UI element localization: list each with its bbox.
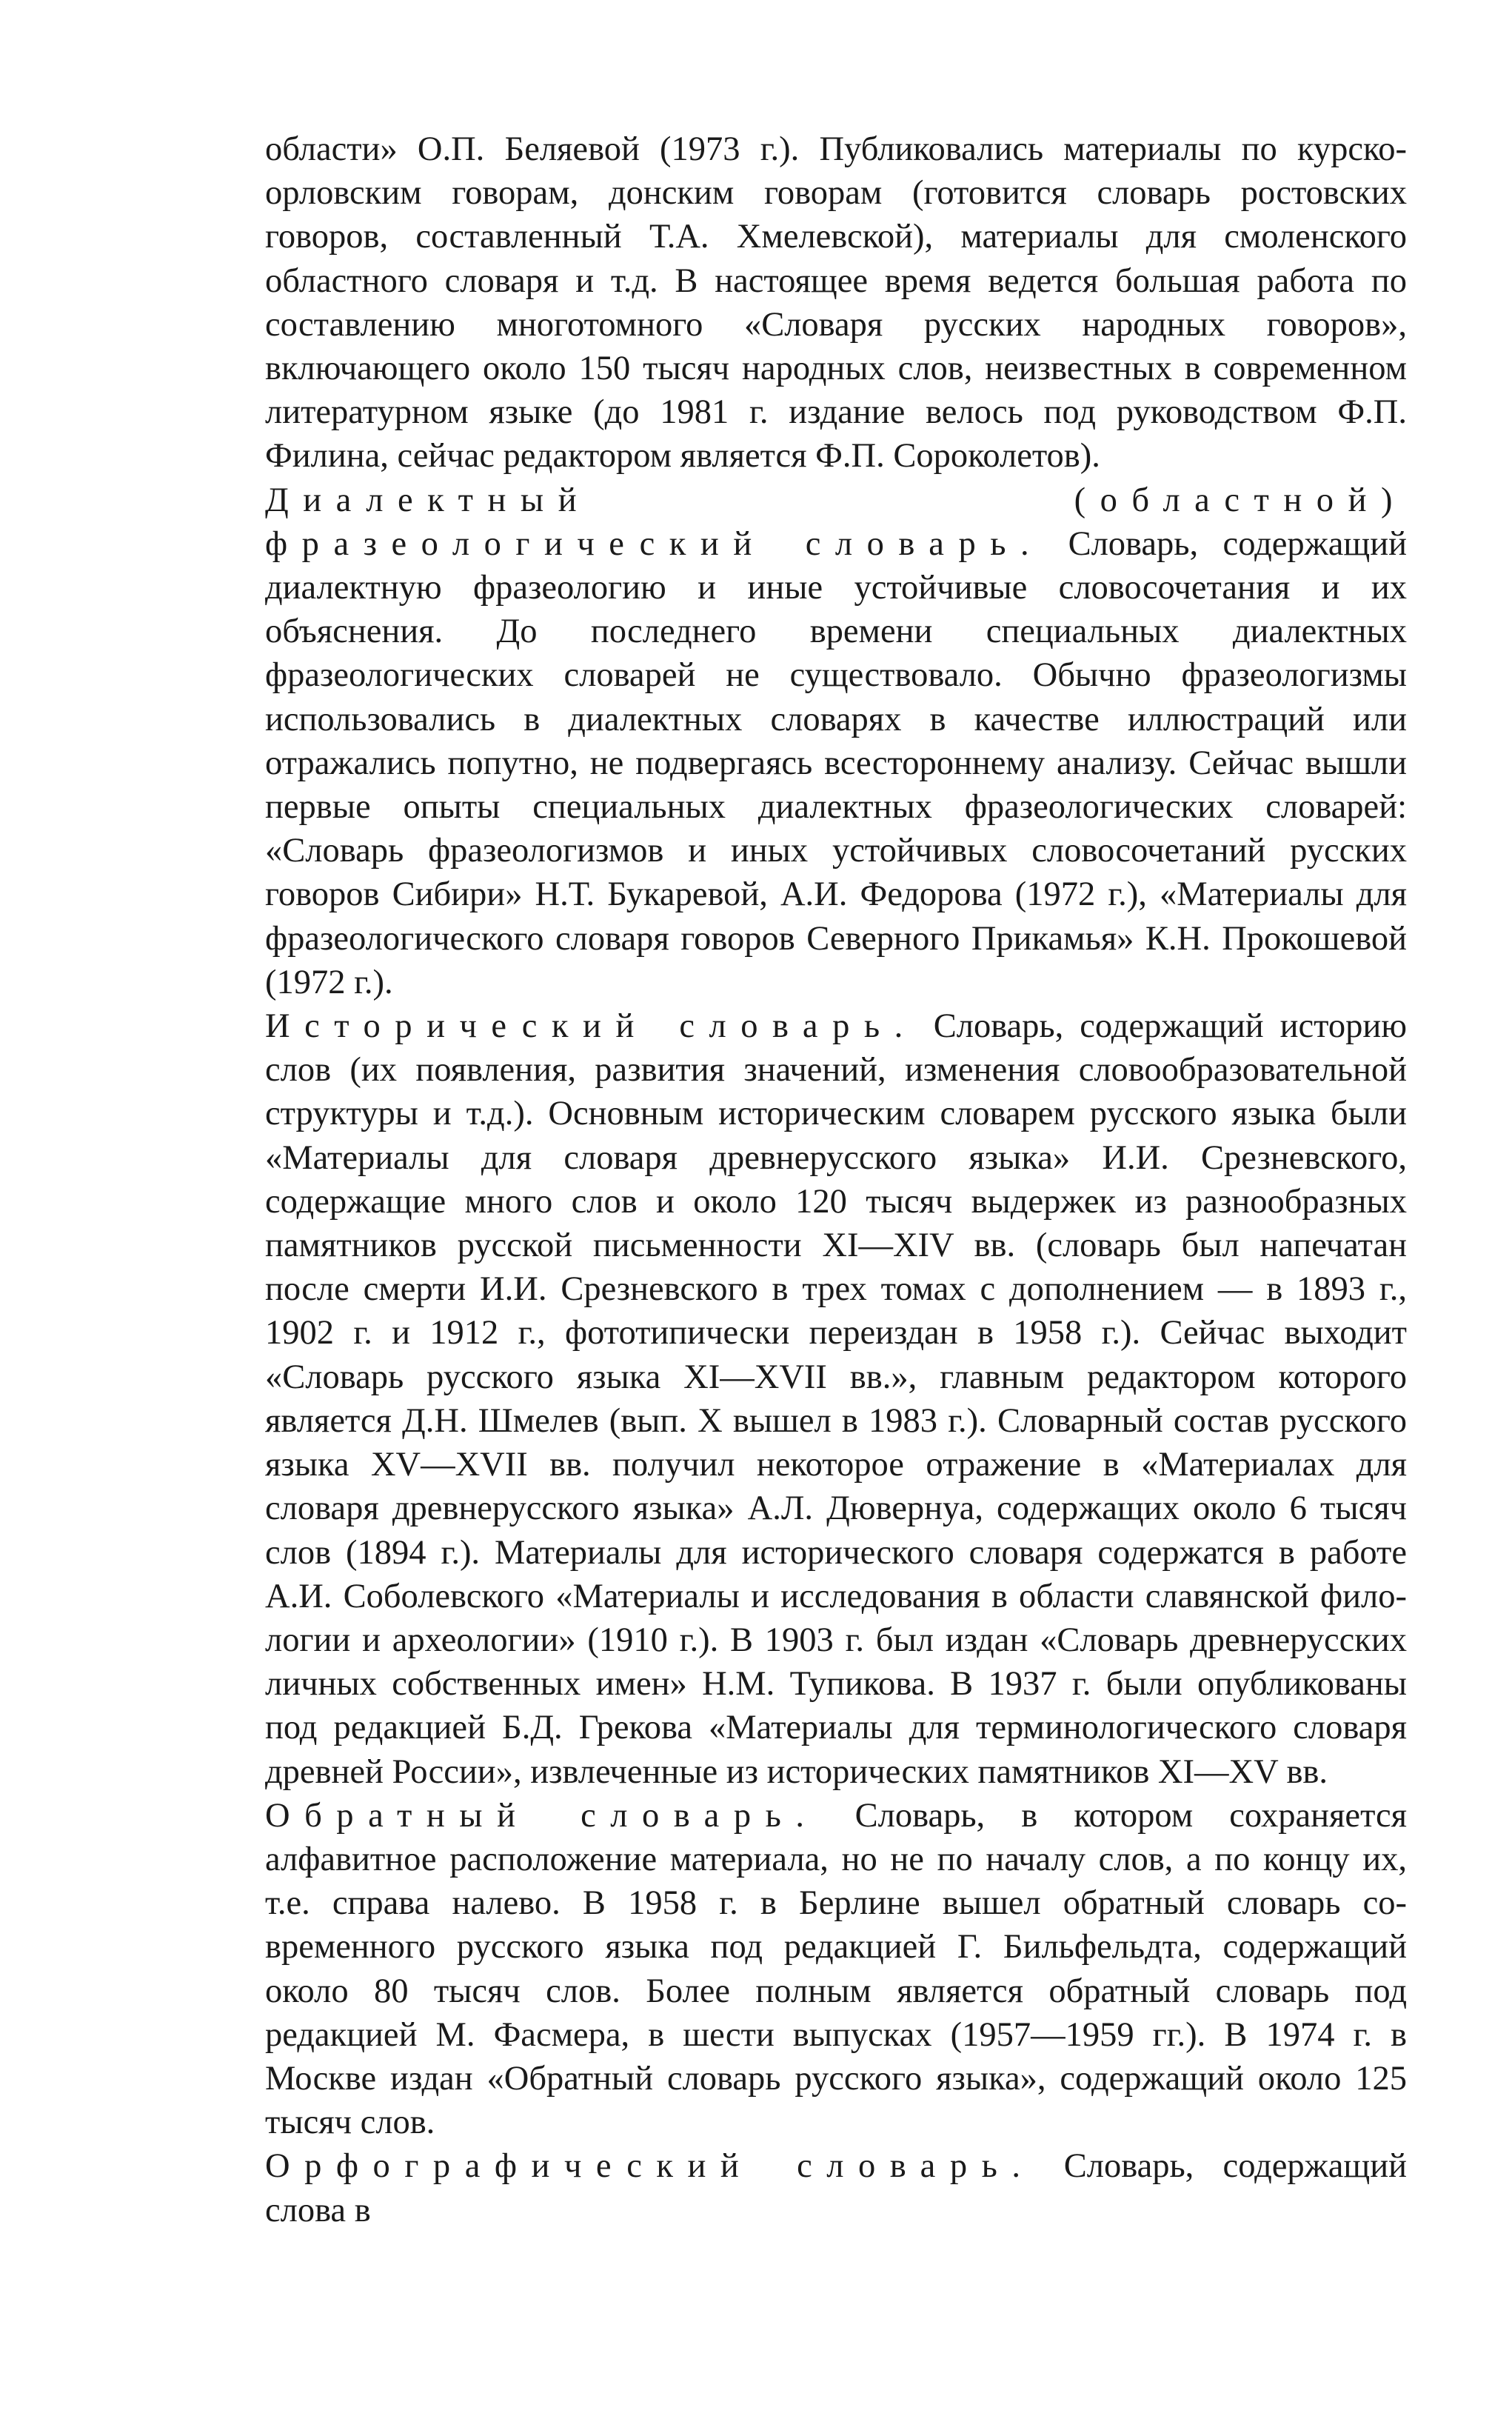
paragraph-text: области» О.П. Беляевой (1973 г.). Публиковались материалы по курско-орловским говорам, донским говорам (готовится словарь ростовских говоров, составленный Т.А. Хмелевской), материалы для смоленского областного словаря и т.д. В настоящее время ведется большая работа по составлению многотомного «Словаря русских народных говоров», включающего около 150 тысяч народных слов, неизвестных в современном литературном языке (до 1981 г. издание велось под руководством Ф.П. Филина, сейчас редактором является Ф.П. Сороколетов). bbox=[265, 130, 1407, 476]
paragraph-text: Словарь, содержащий историю слов (их появления, развития значений, изменения словообразовательной структуры и т.д.). Основным историческим словарем русского языка были «Материалы для словаря древнерусского языка» И.И. Срезневского, содержащие много слов и около 120 тысяч выдержек из разнообразных памятников русской письменности XI—XIV вв. (словарь был напечатан после смерти И.И. Срезневского в трех томах с дополнением — в 1893 г., 1902 г. и 1912 г., фототипически переиздан в 1958 г.). Сейчас выходит «Словарь русского языка XI—XVII вв.», главным редактором которого является Д.Н. Шмелев (вып. X вышел в 1983 г.). Словарный состав русского языка XV—XVII вв. получил некоторое отражение в «Материалах для словаря древнерусского языка» А.Л. Дювернуа, содержащих около 6 тысяч слов (1894 г.). Материалы для исторического словаря содержатся в работе А.И. Соболевского «Материалы и исследования в области славянской филологии и археологии» (1910 г.). В 1903 г. был издан «Словарь древнерусских личных собственных имен» Н.М. Тупикова. В 1937 г. были опубликованы под редакцией Б.Д. Грекова «Материалы для терминологического словаря древней России», извлеченные из исторических памятников XI—XV вв. bbox=[265, 1007, 1407, 1791]
paragraph-reverse-dictionary bbox=[265, 1794, 1407, 2145]
paragraph-dialect-phraseological-dictionary bbox=[265, 478, 1407, 1004]
paragraph-text: Словарь, в котором сохраняется алфавитное расположение материала, но не по началу слов, а по концу их, т.е. справа налево. В 1958 г. в Берлине вышел обратный словарь современного русского языка под редакцией Г. Бильфельдта, содержащий около 80 тысяч слов. Более полным является обратный словарь под редакцией М. Фасмера, в шести выпусках (1957—1959 гг.). В 1974 г. в Москве издан «Обратный словарь русского языка», содержащий около 125 тысяч слов. bbox=[265, 1796, 1407, 2142]
paragraph-text: Словарь, содержащий слова в bbox=[265, 2147, 1407, 2229]
paragraph-historical-dictionary bbox=[265, 1004, 1407, 1794]
entry-term: Обратный словарь. bbox=[265, 1796, 819, 1835]
document-page bbox=[265, 127, 1407, 2232]
entry-term: Орфографический словарь. bbox=[265, 2147, 1035, 2186]
paragraph-text: Словарь, содержащий диалектную фразеологию и иные устойчивые словосочетания и их объяснения. До последнего времени специальных диалектных фразеологических словарей не существовало. Обычно фразеологизмы использовались в диалектных словарях в качестве иллюстраций или отражались попутно, не подвергаясь всестороннему анализу. Сейчас вышли первые опыты специальных диалектных фразеологических словарей: «Словарь фразеологизмов и иных устойчивых словосочетаний русских говоров Сибири» Н.Т. Букаревой, А.И. Федорова (1972 г.), «Материалы для фразеологического словаря говоров Северного Прикамья» К.Н. Прокошевой (1972 г.). bbox=[265, 524, 1407, 1001]
paragraph-intro bbox=[265, 127, 1407, 478]
paragraph-orthographic-dictionary bbox=[265, 2144, 1407, 2232]
entry-term: Исторический словарь. bbox=[265, 1007, 917, 1046]
entry-term: Диалектный (областной) фразеологический словарь. bbox=[265, 481, 1407, 563]
